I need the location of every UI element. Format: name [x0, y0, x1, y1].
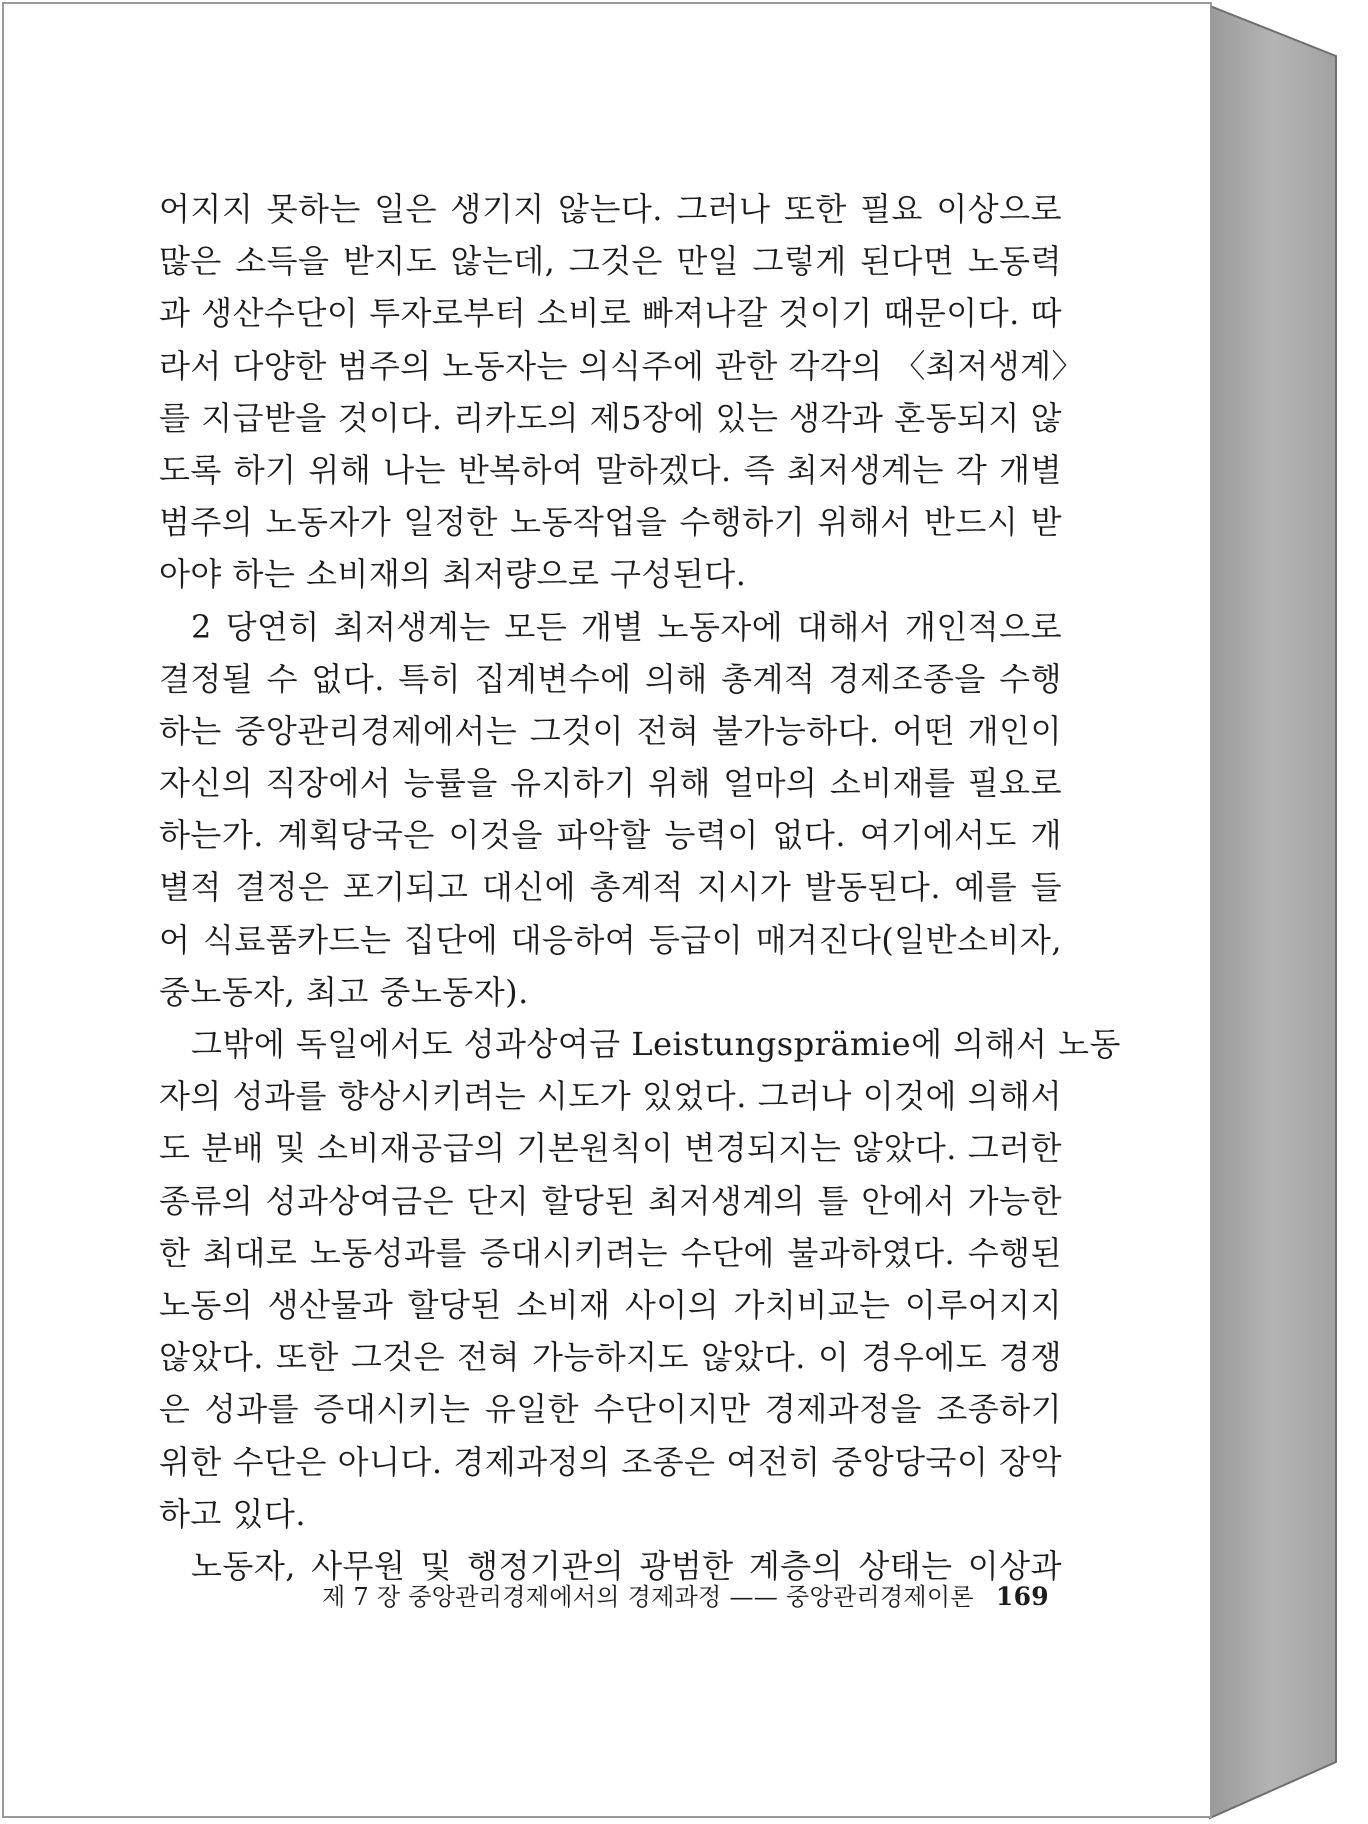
text-line: 라서 다양한 범주의 노동자는 의식주에 관한 각각의 〈최저생계〉	[159, 346, 1085, 385]
text-line: 도록 하기 위해 나는 반복하여 말하겠다. 즉 최저생계는 각 개별	[159, 450, 1062, 489]
text-line: 노동의 생산물과 할당된 소비재 사이의 가치비교는 이루어지지	[159, 1285, 1062, 1324]
body-text	[159, 183, 1121, 1592]
text-line: 2 당연히 최저생계는 모든 개별 노동자에 대해서 개인적으로	[191, 607, 1062, 646]
text-line: 자신의 직장에서 능률을 유지하기 위해 얼마의 소비재를 필요로	[159, 764, 1062, 803]
text-line: 한 최대로 노동성과를 증대시키려는 수단에 불과하였다. 수행된	[159, 1233, 1062, 1272]
text-line: 하고 있다.	[159, 1494, 306, 1533]
text-line: 노동자, 사무원 및 행정기관의 광범한 계층의 상태는 이상과	[191, 1546, 1062, 1585]
page-number: 169	[995, 1582, 1049, 1611]
text-line: 많은 소득을 받지도 않는데, 그것은 만일 그렇게 된다면 노동력	[159, 242, 1062, 281]
text-line: 과 생산수단이 투자로부터 소비로 빠져나갈 것이기 때문이다. 따	[159, 294, 1062, 333]
text-line: 어 식료품카드는 집단에 대응하여 등급이 매겨진다(일반소비자,	[159, 920, 1062, 959]
page-footer	[322, 1577, 1049, 1612]
text-line: 를 지급받을 것이다. 리카도의 제5장에 있는 생각과 혼동되지 않	[159, 398, 1062, 437]
text-line: 하는가. 계획당국은 이것을 파악할 능력이 없다. 여기에서도 개	[159, 816, 1062, 855]
text-line: 위한 수단은 아니다. 경제과정의 조종은 여전히 중앙당국이 장악	[159, 1442, 1062, 1481]
book-page	[4, 4, 1210, 1816]
text-line: 자의 성과를 향상시키려는 시도가 있었다. 그러나 이것에 의해서	[159, 1077, 1062, 1116]
text-line: 종류의 성과상여금은 단지 할당된 최저생계의 틀 안에서 가능한	[159, 1181, 1062, 1220]
text-line: 별적 결정은 포기되고 대신에 총계적 지시가 발동된다. 예를 들	[159, 868, 1062, 907]
text-line: 그밖에 독일에서도 성과상여금 Leistungsprämie에 의해서 노동	[191, 1025, 1121, 1063]
text-line: 은 성과를 증대시키는 유일한 수단이지만 경제과정을 조종하기	[159, 1390, 1062, 1429]
text-line: 어지지 못하는 일은 생기지 않는다. 그러나 또한 필요 이상으로	[159, 190, 1062, 228]
text-line: 아야 하는 소비재의 최저량으로 구성된다.	[159, 555, 747, 594]
text-line: 하는 중앙관리경제에서는 그것이 전혀 불가능하다. 어떤 개인이	[159, 711, 1062, 750]
text-line: 범주의 노동자가 일정한 노동작업을 수행하기 위해서 반드시 받	[159, 503, 1062, 542]
text-line: 중노동자, 최고 중노동자).	[159, 972, 529, 1011]
text-line: 결정될 수 없다. 특히 집계변수에 의해 총계적 경제조종을 수행	[159, 659, 1062, 698]
text-line: 않았다. 또한 그것은 전혀 가능하지도 않았다. 이 경우에도 경쟁	[159, 1338, 1062, 1377]
text-line: 도 분배 및 소비재공급의 기본원칙이 변경되지는 않았다. 그러한	[159, 1129, 1062, 1168]
running-head: 제 7 장 중앙관리경제에서의 경제과정 —— 중앙관리경제이론	[322, 1583, 974, 1611]
